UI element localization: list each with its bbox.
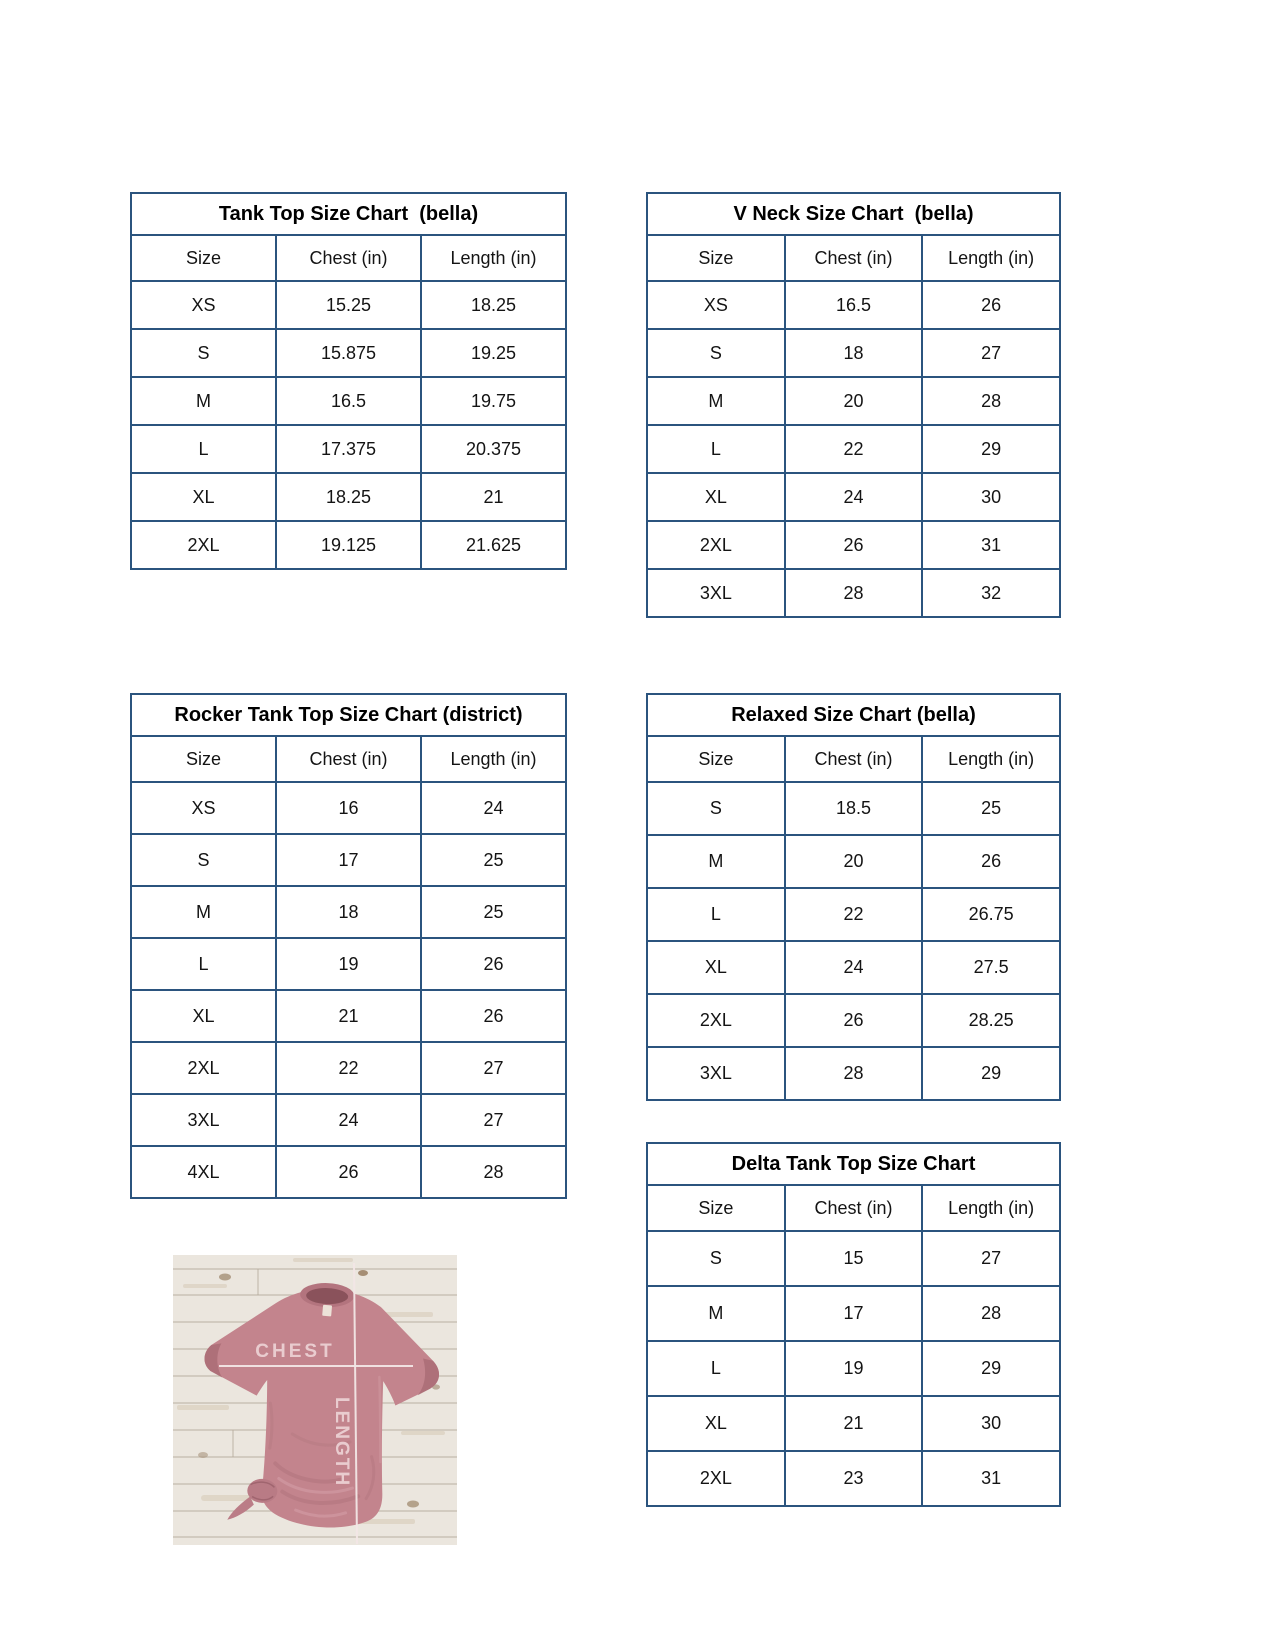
- length-cell: 25: [421, 834, 566, 886]
- length-cell: 31: [922, 1451, 1060, 1506]
- length-cell: 26: [922, 281, 1060, 329]
- table-row: [131, 938, 566, 990]
- size-cell: XL: [647, 1396, 785, 1451]
- size-cell: 2XL: [131, 1042, 276, 1094]
- length-label: LENGTH: [331, 1397, 352, 1488]
- column-header: Size: [131, 736, 276, 782]
- table-row: [647, 473, 1060, 521]
- table-row: [131, 1146, 566, 1198]
- table-title: Delta Tank Top Size Chart: [647, 1143, 1060, 1185]
- chest-cell: 23: [785, 1451, 923, 1506]
- chest-cell: 28: [785, 1047, 923, 1100]
- length-cell: 25: [421, 886, 566, 938]
- table-title-row: [647, 694, 1060, 736]
- table-row: [647, 1451, 1060, 1506]
- table-row: [647, 941, 1060, 994]
- table-row: [647, 329, 1060, 377]
- length-cell: 27: [922, 1231, 1060, 1286]
- length-cell: 21: [421, 473, 566, 521]
- chest-cell: 26: [785, 994, 923, 1047]
- length-cell: 29: [922, 1341, 1060, 1396]
- size-cell: L: [647, 888, 785, 941]
- column-header: Chest (in): [276, 235, 421, 281]
- size-cell: XL: [647, 473, 785, 521]
- size-chart-table: [646, 192, 1061, 618]
- length-cell: 28.25: [922, 994, 1060, 1047]
- size-cell: 2XL: [647, 994, 785, 1047]
- chest-cell: 16: [276, 782, 421, 834]
- chest-cell: 26: [785, 521, 923, 569]
- chest-cell: 19: [276, 938, 421, 990]
- chest-cell: 28: [785, 569, 923, 617]
- chest-cell: 16.5: [785, 281, 923, 329]
- chest-cell: 16.5: [276, 377, 421, 425]
- column-header: Length (in): [922, 1185, 1060, 1231]
- size-cell: 2XL: [131, 521, 276, 569]
- chest-cell: 19.125: [276, 521, 421, 569]
- table-row: [131, 473, 566, 521]
- table-title: Relaxed Size Chart (bella): [647, 694, 1060, 736]
- chest-cell: 18: [276, 886, 421, 938]
- column-header: Chest (in): [785, 1185, 923, 1231]
- chest-cell: 20: [785, 835, 923, 888]
- tshirt-photo-graphic: [173, 1255, 457, 1545]
- chest-cell: 20: [785, 377, 923, 425]
- length-cell: 20.375: [421, 425, 566, 473]
- size-cell: S: [647, 782, 785, 835]
- chest-cell: 17: [276, 834, 421, 886]
- table-row: [131, 782, 566, 834]
- length-cell: 28: [922, 1286, 1060, 1341]
- table-row: [131, 990, 566, 1042]
- size-cell: 3XL: [647, 1047, 785, 1100]
- size-cell: XL: [131, 473, 276, 521]
- size-cell: L: [647, 1341, 785, 1396]
- table-title-row: [131, 694, 566, 736]
- table-header-row: [131, 736, 566, 782]
- table-row: [131, 329, 566, 377]
- chest-cell: 15.875: [276, 329, 421, 377]
- table-row: [647, 425, 1060, 473]
- length-cell: 29: [922, 1047, 1060, 1100]
- chest-cell: 17.375: [276, 425, 421, 473]
- table-title: Rocker Tank Top Size Chart (district): [131, 694, 566, 736]
- length-cell: 26: [421, 938, 566, 990]
- table-title: Tank Top Size Chart (bella): [131, 193, 566, 235]
- length-cell: 26: [922, 835, 1060, 888]
- size-cell: 3XL: [647, 569, 785, 617]
- length-cell: 27: [421, 1042, 566, 1094]
- size-cell: M: [647, 377, 785, 425]
- table-title-row: [647, 1143, 1060, 1185]
- table-header-row: [647, 736, 1060, 782]
- length-cell: 24: [421, 782, 566, 834]
- chest-label: CHEST: [255, 1341, 335, 1362]
- table-row: [647, 1231, 1060, 1286]
- size-chart-rocker-tank-district: [130, 693, 567, 1199]
- table-row: [647, 1286, 1060, 1341]
- size-cell: 4XL: [131, 1146, 276, 1198]
- column-header: Length (in): [421, 235, 566, 281]
- table-row: [131, 521, 566, 569]
- table-row: [647, 521, 1060, 569]
- column-header: Size: [647, 1185, 785, 1231]
- chest-cell: 18.5: [785, 782, 923, 835]
- table-row: [131, 886, 566, 938]
- table-row: [647, 888, 1060, 941]
- size-chart-relaxed-bella: [646, 693, 1061, 1101]
- length-cell: 18.25: [421, 281, 566, 329]
- length-cell: 30: [922, 1396, 1060, 1451]
- column-header: Size: [647, 235, 785, 281]
- size-cell: L: [131, 425, 276, 473]
- chest-cell: 21: [276, 990, 421, 1042]
- size-cell: M: [647, 1286, 785, 1341]
- column-header: Size: [131, 235, 276, 281]
- size-chart-v-neck-bella: [646, 192, 1061, 618]
- column-header: Length (in): [922, 235, 1060, 281]
- size-cell: S: [131, 834, 276, 886]
- table-row: [647, 281, 1060, 329]
- size-cell: 2XL: [647, 1451, 785, 1506]
- size-cell: M: [131, 377, 276, 425]
- size-cell: XL: [647, 941, 785, 994]
- size-chart-table: [130, 693, 567, 1199]
- tshirt-measurement-photo: [173, 1255, 457, 1545]
- chest-cell: 24: [785, 941, 923, 994]
- table-row: [647, 994, 1060, 1047]
- table-row: [131, 281, 566, 329]
- chest-cell: 18: [785, 329, 923, 377]
- size-cell: S: [647, 1231, 785, 1286]
- size-chart-delta-tank-top: [646, 1142, 1061, 1507]
- length-cell: 21.625: [421, 521, 566, 569]
- length-cell: 32: [922, 569, 1060, 617]
- size-cell: XS: [131, 281, 276, 329]
- length-cell: 26: [421, 990, 566, 1042]
- table-row: [647, 782, 1060, 835]
- length-cell: 28: [421, 1146, 566, 1198]
- length-cell: 25: [922, 782, 1060, 835]
- chest-cell: 24: [276, 1094, 421, 1146]
- size-cell: L: [131, 938, 276, 990]
- length-cell: 28: [922, 377, 1060, 425]
- chest-cell: 22: [785, 888, 923, 941]
- table-header-row: [131, 235, 566, 281]
- table-header-row: [647, 235, 1060, 281]
- size-cell: 2XL: [647, 521, 785, 569]
- size-chart-table: [130, 192, 567, 570]
- column-header: Chest (in): [785, 736, 923, 782]
- length-cell: 30: [922, 473, 1060, 521]
- column-header: Length (in): [922, 736, 1060, 782]
- column-header: Chest (in): [785, 235, 923, 281]
- neck-label-tag: [322, 1305, 332, 1317]
- size-chart-table: [646, 1142, 1061, 1507]
- table-row: [131, 1094, 566, 1146]
- length-cell: 27: [421, 1094, 566, 1146]
- length-cell: 26.75: [922, 888, 1060, 941]
- table-header-row: [647, 1185, 1060, 1231]
- size-cell: XS: [131, 782, 276, 834]
- length-cell: 27: [922, 329, 1060, 377]
- size-cell: S: [131, 329, 276, 377]
- chest-cell: 22: [276, 1042, 421, 1094]
- size-cell: L: [647, 425, 785, 473]
- size-cell: 3XL: [131, 1094, 276, 1146]
- table-row: [131, 377, 566, 425]
- size-cell: XL: [131, 990, 276, 1042]
- chest-cell: 15: [785, 1231, 923, 1286]
- chest-cell: 19: [785, 1341, 923, 1396]
- chest-cell: 22: [785, 425, 923, 473]
- table-row: [131, 1042, 566, 1094]
- table-row: [131, 834, 566, 886]
- size-chart-table: [646, 693, 1061, 1101]
- table-title: V Neck Size Chart (bella): [647, 193, 1060, 235]
- table-title-row: [647, 193, 1060, 235]
- size-cell: XS: [647, 281, 785, 329]
- chest-cell: 26: [276, 1146, 421, 1198]
- table-row: [647, 1341, 1060, 1396]
- column-header: Length (in): [421, 736, 566, 782]
- table-row: [647, 1396, 1060, 1451]
- column-header: Size: [647, 736, 785, 782]
- chest-cell: 21: [785, 1396, 923, 1451]
- chest-cell: 17: [785, 1286, 923, 1341]
- size-cell: M: [647, 835, 785, 888]
- chest-cell: 24: [785, 473, 923, 521]
- table-row: [647, 377, 1060, 425]
- chest-cell: 18.25: [276, 473, 421, 521]
- size-chart-tank-top-bella: [130, 192, 567, 570]
- table-row: [647, 1047, 1060, 1100]
- length-cell: 31: [922, 521, 1060, 569]
- size-cell: S: [647, 329, 785, 377]
- length-cell: 27.5: [922, 941, 1060, 994]
- length-cell: 19.75: [421, 377, 566, 425]
- length-cell: 29: [922, 425, 1060, 473]
- table-row: [647, 835, 1060, 888]
- column-header: Chest (in): [276, 736, 421, 782]
- table-row: [647, 569, 1060, 617]
- size-cell: M: [131, 886, 276, 938]
- length-cell: 19.25: [421, 329, 566, 377]
- table-row: [131, 425, 566, 473]
- table-title-row: [131, 193, 566, 235]
- chest-cell: 15.25: [276, 281, 421, 329]
